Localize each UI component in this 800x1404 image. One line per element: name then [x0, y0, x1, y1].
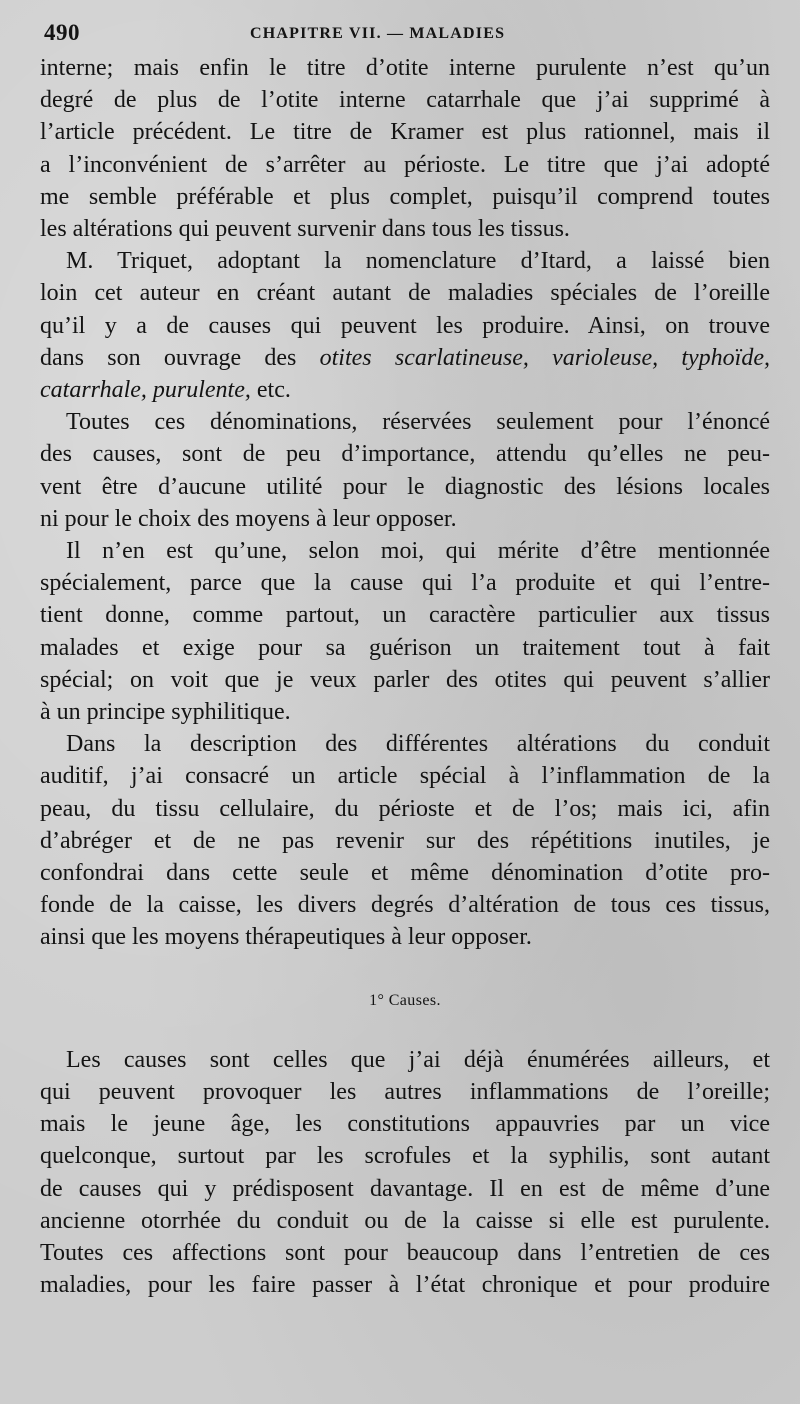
paragraph-2: [40, 245, 770, 406]
text-line: peau, du tissu cellulaire, du périoste et de l’os; mais ici, afin: [40, 795, 770, 822]
italic-run: catarrhale, purulente,: [40, 377, 251, 404]
text-line-mixed: [40, 342, 770, 374]
text-line: Les causes sont celles que j’ai déjà énumérées ailleurs, et: [66, 1046, 770, 1073]
text-line: me semble préférable et plus complet, puisqu’il comprend toutes: [40, 183, 770, 210]
paragraph-causes: [40, 1044, 770, 1302]
text-line: de causes qui y prédisposent davantage. Il en est de même d’une: [40, 1175, 770, 1202]
paragraph-4: [40, 535, 770, 728]
text-line: auditif, j’ai consacré un article spécial à l’inflammation de la: [40, 763, 770, 790]
text-line: ancienne otorrhée du conduit ou de la caisse si elle est purulente.: [40, 1207, 770, 1234]
text-line: confondrai dans cette seule et même dénomination d’otite pro-: [40, 860, 770, 887]
text-line: qu’il y a de causes qui peuvent les produire. Ainsi, on trouve: [40, 312, 770, 339]
text-line: l’article précédent. Le titre de Kramer est plus rationnel, mais il: [40, 119, 770, 146]
text-line: spécialement, parce que la cause qui l’a produite et qui l’entre-: [40, 570, 770, 597]
text-line: Toutes ces affections sont pour beaucoup dans l’entretien de ces: [40, 1239, 770, 1266]
text-line: malades et exige pour sa guérison un traitement tout à fait: [40, 634, 770, 661]
paragraph-5: [40, 728, 770, 953]
text-line: Il n’en est qu’une, selon moi, qui mérite d’être mentionnée: [66, 538, 770, 565]
text-line: mais le jeune âge, les constitutions appauvries par un vice: [40, 1111, 770, 1138]
paragraph-3: [40, 406, 770, 535]
text-line: vent être d’aucune utilité pour le diagnostic des lésions locales: [40, 473, 770, 500]
text-line: ainsi que les moyens thérapeutiques à leur opposer.: [40, 924, 532, 951]
text-line-mixed: [40, 374, 770, 406]
text-line: les altérations qui peuvent survenir dans tous les tissus.: [40, 216, 570, 243]
text-line: Toutes ces dénominations, réservées seulement pour l’énoncé: [66, 409, 770, 436]
chapter-title: CHAPITRE VII. — MALADIES: [250, 25, 506, 42]
text-line: d’abréger et de ne pas revenir sur des répétitions inutiles, je: [40, 827, 770, 854]
text-line: quelconque, surtout par les scrofules et la syphilis, sont autant: [40, 1143, 770, 1170]
text-line: ni pour le choix des moyens à leur opposer.: [40, 505, 457, 532]
text-line: des causes, sont de peu d’importance, attendu qu’elles ne peu-: [40, 441, 770, 468]
text-run: dans son ouvrage des: [40, 344, 320, 371]
text-line: M. Triquet, adoptant la nomenclature d’Itard, a laissé bien: [66, 248, 770, 275]
text-line: Dans la description des différentes altérations du conduit: [66, 731, 770, 758]
text-line: degré de plus de l’otite interne catarrhale que j’ai supprimé à: [40, 87, 770, 114]
text-line: à un principe syphilitique.: [40, 699, 291, 726]
page-number: 490: [44, 20, 80, 45]
text-line: spécial; on voit que je veux parler des otites qui peuvent s’allier: [40, 666, 770, 693]
text-line: fonde de la caisse, les divers degrés d’altération de tous ces tissus,: [40, 892, 770, 919]
text-line: tient donne, comme partout, un caractère particulier aux tissus: [40, 602, 770, 629]
text-line: loin cet auteur en créant autant de maladies spéciales de l’oreille: [40, 280, 770, 307]
text-line: qui peuvent provoquer les autres inflammations de l’oreille;: [40, 1078, 770, 1105]
text-run: etc.: [250, 377, 291, 404]
text-line: interne; mais enfin le titre d’otite interne purulente n’est qu’un: [40, 55, 770, 81]
running-head: [40, 20, 760, 46]
body-text: [40, 52, 770, 1301]
italic-run: otites scarlatineuse, varioleuse, typhoïde,: [319, 344, 770, 371]
text-line: a l’inconvénient de s’arrêter au périoste. Le titre que j’ai adopté: [40, 151, 770, 178]
section-heading: 1° Causes.: [369, 991, 441, 1009]
text-line: maladies, pour les faire passer à l’état chronique et pour produire: [40, 1272, 770, 1299]
paragraph-1: [40, 52, 770, 245]
